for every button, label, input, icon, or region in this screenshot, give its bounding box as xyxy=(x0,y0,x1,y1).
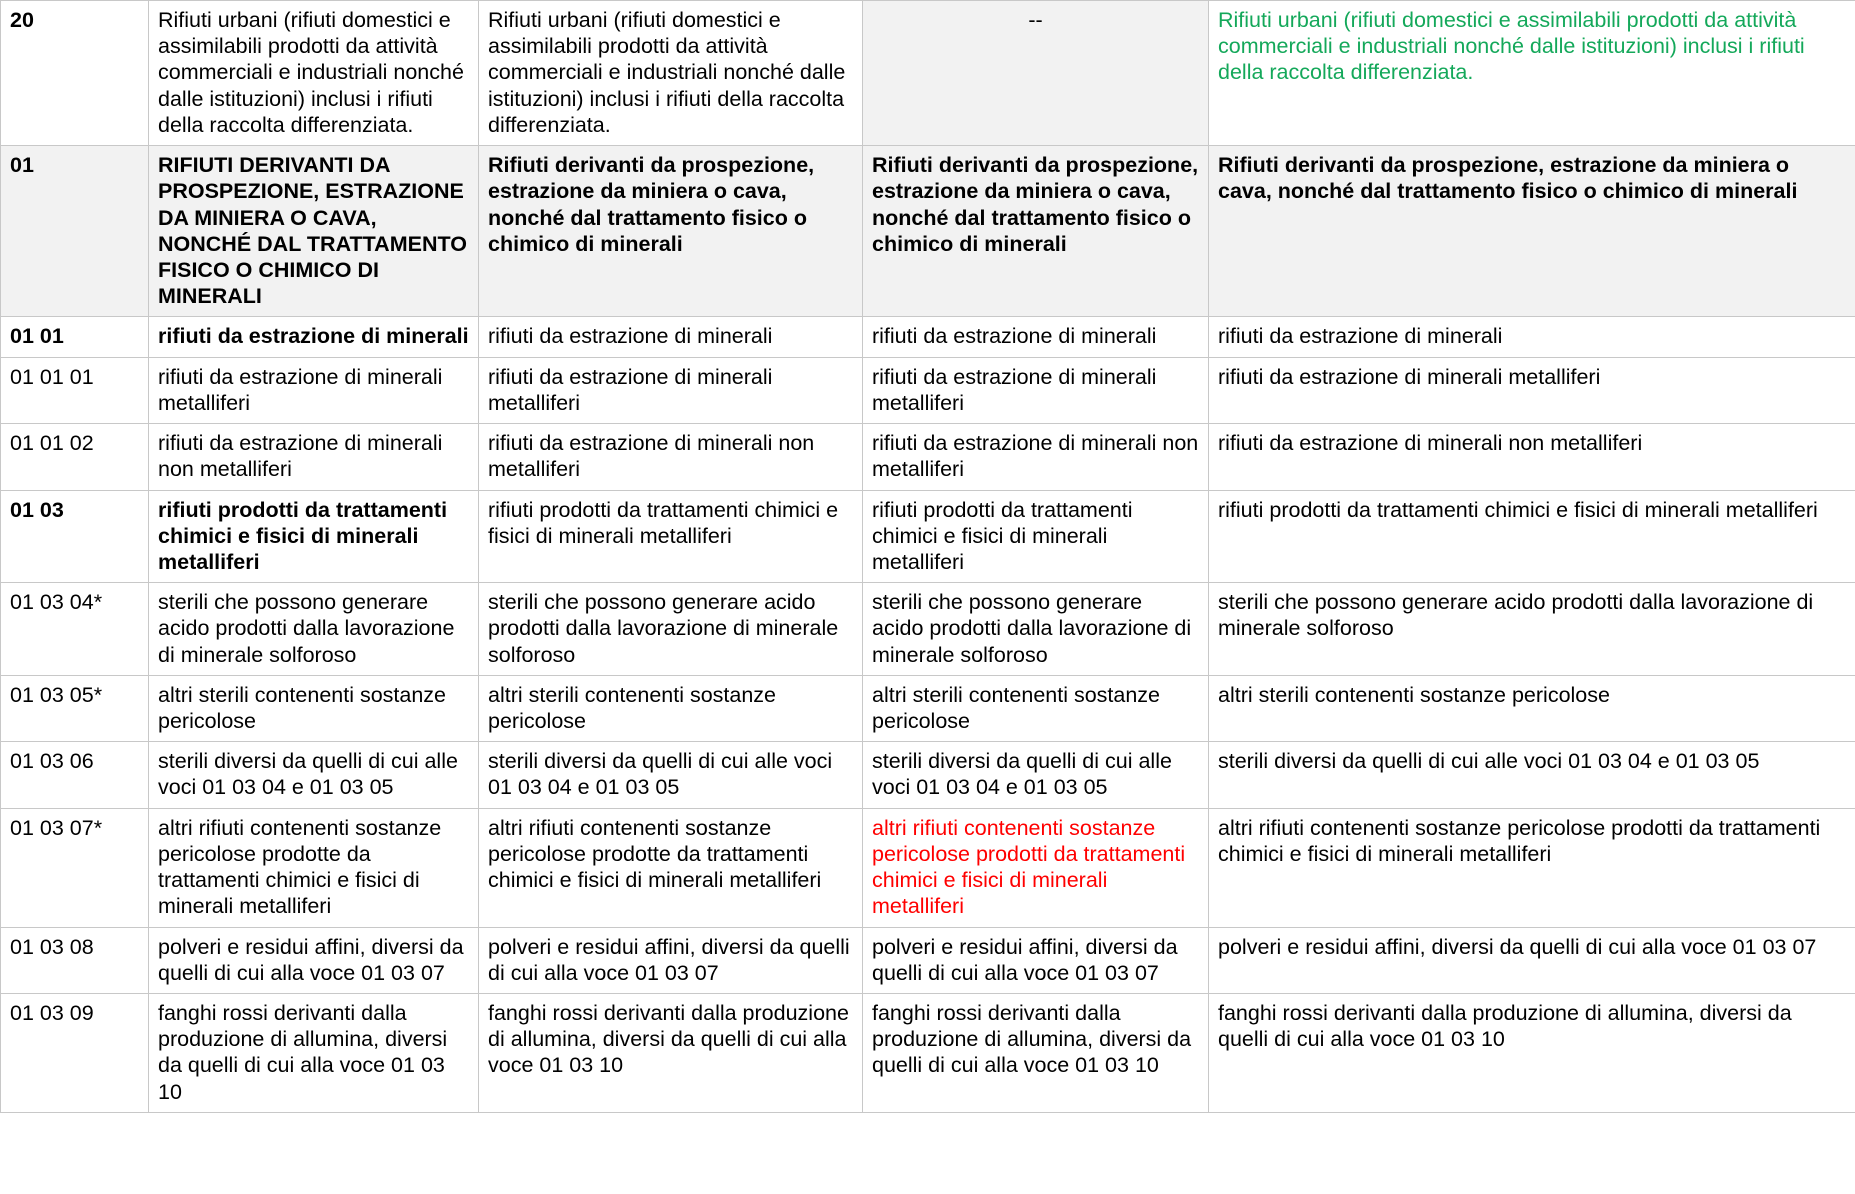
description-cell-4: altri sterili contenenti sostanze pericolose xyxy=(1209,675,1855,741)
description-cell-1: altri rifiuti contenenti sostanze pericolose prodotte da trattamenti chimici e fisici di minerali metalliferi xyxy=(149,808,479,927)
description-cell-3: rifiuti da estrazione di minerali xyxy=(863,317,1209,357)
table-row xyxy=(1,927,1855,993)
table-row xyxy=(1,146,1855,317)
description-cell-1: sterili diversi da quelli di cui alle voci 01 03 04 e 01 03 05 xyxy=(149,742,479,808)
description-cell-1: rifiuti da estrazione di minerali non metalliferi xyxy=(149,424,479,490)
description-cell-4: rifiuti prodotti da trattamenti chimici e fisici di minerali metalliferi xyxy=(1209,490,1855,583)
description-cell-1: sterili che possono generare acido prodotti dalla lavorazione di minerale solforoso xyxy=(149,583,479,676)
table-row xyxy=(1,317,1855,357)
waste-code-cell: 01 03 09 xyxy=(1,994,149,1113)
waste-code-cell: 20 xyxy=(1,1,149,146)
description-cell-1: rifiuti da estrazione di minerali metalliferi xyxy=(149,357,479,423)
waste-code-cell: 01 03 08 xyxy=(1,927,149,993)
description-cell-1: rifiuti da estrazione di minerali xyxy=(149,317,479,357)
description-cell-4: sterili diversi da quelli di cui alle voci 01 03 04 e 01 03 05 xyxy=(1209,742,1855,808)
description-cell-4: fanghi rossi derivanti dalla produzione di allumina, diversi da quelli di cui alla voce 01 03 10 xyxy=(1209,994,1855,1113)
description-cell-1: Rifiuti urbani (rifiuti domestici e assimilabili prodotti da attività commerciali e industriali nonché dalle istituzioni) inclusi i rifiuti della raccolta differenziata. xyxy=(149,1,479,146)
description-cell-3: -- xyxy=(863,1,1209,146)
description-cell-3: altri rifiuti contenenti sostanze pericolose prodotti da trattamenti chimici e fisici di minerali metalliferi xyxy=(863,808,1209,927)
description-cell-4: polveri e residui affini, diversi da quelli di cui alla voce 01 03 07 xyxy=(1209,927,1855,993)
description-cell-4: Rifiuti urbani (rifiuti domestici e assimilabili prodotti da attività commerciali e industriali nonché dalle istituzioni) inclusi i rifiuti della raccolta differenziata. xyxy=(1209,1,1855,146)
table-row xyxy=(1,675,1855,741)
description-cell-2: altri sterili contenenti sostanze pericolose xyxy=(479,675,863,741)
description-cell-3: fanghi rossi derivanti dalla produzione di allumina, diversi da quelli di cui alla voce 01 03 10 xyxy=(863,994,1209,1113)
waste-code-cell: 01 03 xyxy=(1,490,149,583)
description-cell-4: altri rifiuti contenenti sostanze pericolose prodotti da trattamenti chimici e fisici di minerali metalliferi xyxy=(1209,808,1855,927)
description-cell-2: rifiuti da estrazione di minerali xyxy=(479,317,863,357)
description-cell-1: RIFIUTI DERIVANTI DA PROSPEZIONE, ESTRAZIONE DA MINIERA O CAVA, NONCHÉ DAL TRATTAMENTO FISICO O CHIMICO DI MINERALI xyxy=(149,146,479,317)
waste-code-cell: 01 01 02 xyxy=(1,424,149,490)
waste-code-cell: 01 03 05* xyxy=(1,675,149,741)
description-cell-1: polveri e residui affini, diversi da quelli di cui alla voce 01 03 07 xyxy=(149,927,479,993)
waste-code-cell: 01 03 04* xyxy=(1,583,149,676)
description-cell-3: altri sterili contenenti sostanze pericolose xyxy=(863,675,1209,741)
description-cell-4: rifiuti da estrazione di minerali xyxy=(1209,317,1855,357)
table-row xyxy=(1,357,1855,423)
table-row xyxy=(1,742,1855,808)
description-cell-3: sterili diversi da quelli di cui alle voci 01 03 04 e 01 03 05 xyxy=(863,742,1209,808)
description-cell-2: Rifiuti derivanti da prospezione, estrazione da miniera o cava, nonché dal trattamento fisico o chimico di minerali xyxy=(479,146,863,317)
table-row xyxy=(1,490,1855,583)
description-cell-4: rifiuti da estrazione di minerali non metalliferi xyxy=(1209,424,1855,490)
description-cell-2: altri rifiuti contenenti sostanze pericolose prodotte da trattamenti chimici e fisici di minerali metalliferi xyxy=(479,808,863,927)
description-cell-4: sterili che possono generare acido prodotti dalla lavorazione di minerale solforoso xyxy=(1209,583,1855,676)
description-cell-3: rifiuti prodotti da trattamenti chimici e fisici di minerali metalliferi xyxy=(863,490,1209,583)
description-cell-2: rifiuti prodotti da trattamenti chimici e fisici di minerali metalliferi xyxy=(479,490,863,583)
description-cell-2: Rifiuti urbani (rifiuti domestici e assimilabili prodotti da attività commerciali e industriali nonché dalle istituzioni) inclusi i rifiuti della raccolta differenziata. xyxy=(479,1,863,146)
description-cell-2: rifiuti da estrazione di minerali metalliferi xyxy=(479,357,863,423)
table-row xyxy=(1,994,1855,1113)
description-cell-3: rifiuti da estrazione di minerali metalliferi xyxy=(863,357,1209,423)
table-body xyxy=(1,1,1855,1113)
description-cell-1: altri sterili contenenti sostanze pericolose xyxy=(149,675,479,741)
description-cell-1: rifiuti prodotti da trattamenti chimici e fisici di minerali metalliferi xyxy=(149,490,479,583)
description-cell-3: Rifiuti derivanti da prospezione, estrazione da miniera o cava, nonché dal trattamento fisico o chimico di minerali xyxy=(863,146,1209,317)
description-cell-2: polveri e residui affini, diversi da quelli di cui alla voce 01 03 07 xyxy=(479,927,863,993)
description-cell-2: sterili che possono generare acido prodotti dalla lavorazione di minerale solforoso xyxy=(479,583,863,676)
waste-code-cell: 01 xyxy=(1,146,149,317)
waste-code-cell: 01 01 xyxy=(1,317,149,357)
waste-code-cell: 01 01 01 xyxy=(1,357,149,423)
waste-code-cell: 01 03 06 xyxy=(1,742,149,808)
table-row xyxy=(1,424,1855,490)
waste-code-cell: 01 03 07* xyxy=(1,808,149,927)
description-cell-3: sterili che possono generare acido prodotti dalla lavorazione di minerale solforoso xyxy=(863,583,1209,676)
description-cell-2: sterili diversi da quelli di cui alle voci 01 03 04 e 01 03 05 xyxy=(479,742,863,808)
description-cell-3: polveri e residui affini, diversi da quelli di cui alla voce 01 03 07 xyxy=(863,927,1209,993)
description-cell-4: rifiuti da estrazione di minerali metalliferi xyxy=(1209,357,1855,423)
table-row xyxy=(1,808,1855,927)
description-cell-3: rifiuti da estrazione di minerali non metalliferi xyxy=(863,424,1209,490)
table-row xyxy=(1,1,1855,146)
table-row xyxy=(1,583,1855,676)
description-cell-1: fanghi rossi derivanti dalla produzione di allumina, diversi da quelli di cui alla voce 01 03 10 xyxy=(149,994,479,1113)
description-cell-2: fanghi rossi derivanti dalla produzione di allumina, diversi da quelli di cui alla voce 01 03 10 xyxy=(479,994,863,1113)
description-cell-4: Rifiuti derivanti da prospezione, estrazione da miniera o cava, nonché dal trattamento fisico o chimico di minerali xyxy=(1209,146,1855,317)
description-cell-2: rifiuti da estrazione di minerali non metalliferi xyxy=(479,424,863,490)
